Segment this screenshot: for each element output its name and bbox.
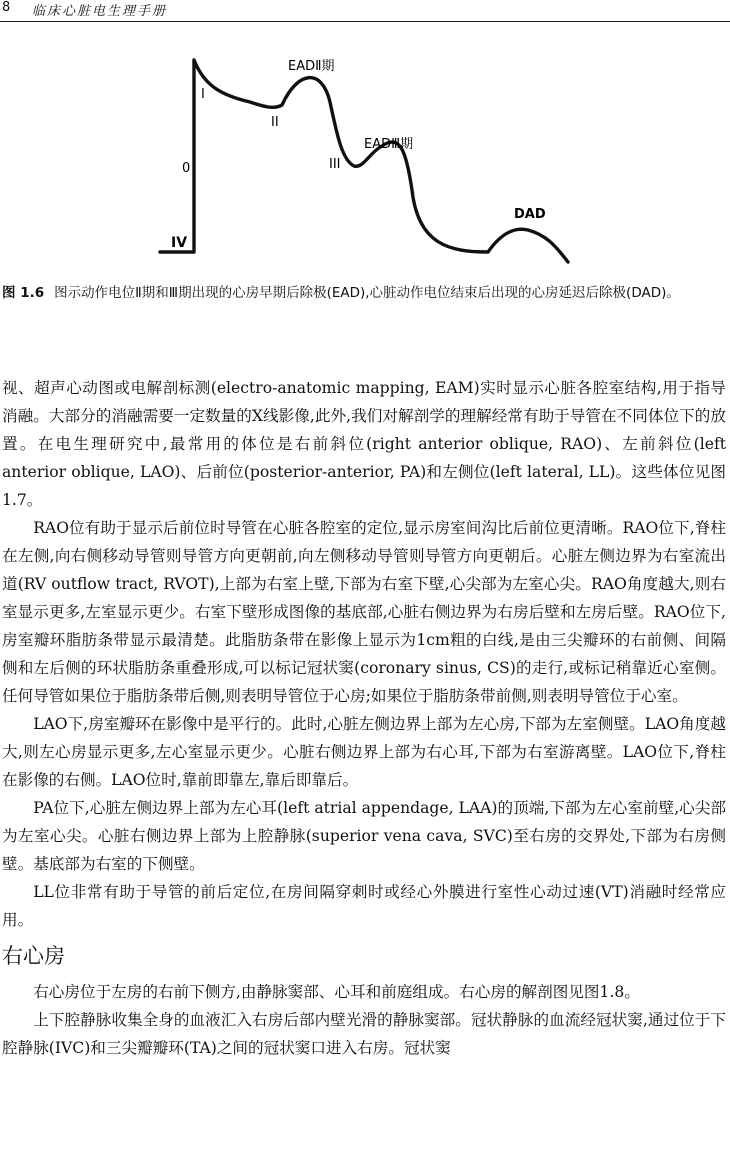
phase-2-label: II (271, 115, 279, 130)
paragraph-2: RAO位有助于显示后前位时导管在心脏各腔室的定位,显示房室间沟比后前位更清晰。RAO位下,脊柱在左侧,向右侧移动导管则导管方向更朝前,向左侧移动导管则导管方向更朝后。心脏左侧边界为右室流出道(RV outflow tract, RVOT),上部为右室上壁,下部为右室下壁,心尖部为左室心尖。RAO角度越大,则右室显示更多,左室显示更少。右室下壁形成图像的基底部,心脏右侧边界为右房后壁和左房后壁。RAO位下,房室瓣环脂肪条带显示最清楚。此脂肪条带在影像上显示为1cm粗的白线,是由三尖瓣环的右前侧、间隔侧和左后侧的环状脂肪条重叠形成,可以标记冠状窦(coronary sinus, CS)的走行,或标记稍靠近心室侧。任何导管如果位于脂肪条带后侧,则表明导管位于心房;如果位于脂肪条带前侧,则表明导管位于心室。 (2, 519, 726, 705)
paragraph-1: 视、超声心动图或电解剖标测(electro-anatomic mapping, EAM)实时显示心脏各腔室结构,用于指导消融。大部分的消融需要一定数量的X线影像,此外,我们对解剖学的理解经常有助于导管在不同体位下的放置。在电生理研究中,最常用的体位是右前斜位(right anterior oblique, RAO)、左前斜位(left anterior oblique, LAO)、后前位(posterior-anterior, PA)和左侧位(left lateral, LL)。这些体位见图1.7。 (2, 379, 726, 509)
section-heading: 右心房 (2, 944, 65, 968)
phase-1-label: I (201, 87, 205, 102)
figure-caption (2, 282, 724, 304)
page-header (0, 0, 730, 22)
action-potential-figure (150, 40, 590, 270)
dad-label: DAD (514, 207, 546, 222)
ead-phase-3-label: EADⅢ期 (364, 137, 414, 152)
action-potential-trace (160, 60, 568, 262)
phase-4-label: IV (171, 235, 188, 251)
body-text (2, 374, 726, 1062)
paragraph-5: LL位非常有助于导管的前后定位,在房间隔穿刺时或经心外膜进行室性心动过速(VT)消融时经常应用。 (2, 883, 726, 929)
phase-3-label: III (329, 157, 341, 172)
paragraph-3: LAO下,房室瓣环在影像中是平行的。此时,心脏左侧边界上部为左心房,下部为左室侧壁。LAO角度越大,则左心房显示更多,左心室显示更少。心脏右侧边界上部为右心耳,下部为右室游离壁。LAO位下,脊柱在影像的右侧。LAO位时,靠前即靠左,靠后即靠后。 (2, 715, 726, 789)
page-number: 8 (2, 0, 11, 15)
running-title: 临床心脏电生理手册 (32, 4, 168, 19)
phase-0-label: 0 (182, 161, 191, 176)
paragraph-7: 上下腔静脉收集全身的血液汇入右房后部内壁光滑的静脉窦部。冠状静脉的血流经冠状窦,通过位于下腔静脉(IVC)和三尖瓣瓣环(TA)之间的冠状窦口进入右房。冠状窦 (2, 1011, 726, 1057)
paragraph-6: 右心房位于左房的右前下侧方,由静脉窦部、心耳和前庭组成。右心房的解剖图见图1.8。 (33, 983, 640, 1001)
caption-text: 图示动作电位Ⅱ期和Ⅲ期出现的心房早期后除极(EAD),心脏动作电位结束后出现的心房延迟后除极(DAD)。 (54, 285, 680, 301)
ead-phase-2-label: EADⅡ期 (288, 59, 335, 74)
caption-label: 图 1.6 (2, 285, 45, 301)
paragraph-4: PA位下,心脏左侧边界上部为左心耳(left atrial appendage, LAA)的顶端,下部为左心室前壁,心尖部为左室心尖。心脏右侧边界上部为上腔静脉(superior vena cava, SVC)至右房的交界处,下部为右房侧壁。基底部为右室的下侧壁。 (2, 799, 726, 873)
